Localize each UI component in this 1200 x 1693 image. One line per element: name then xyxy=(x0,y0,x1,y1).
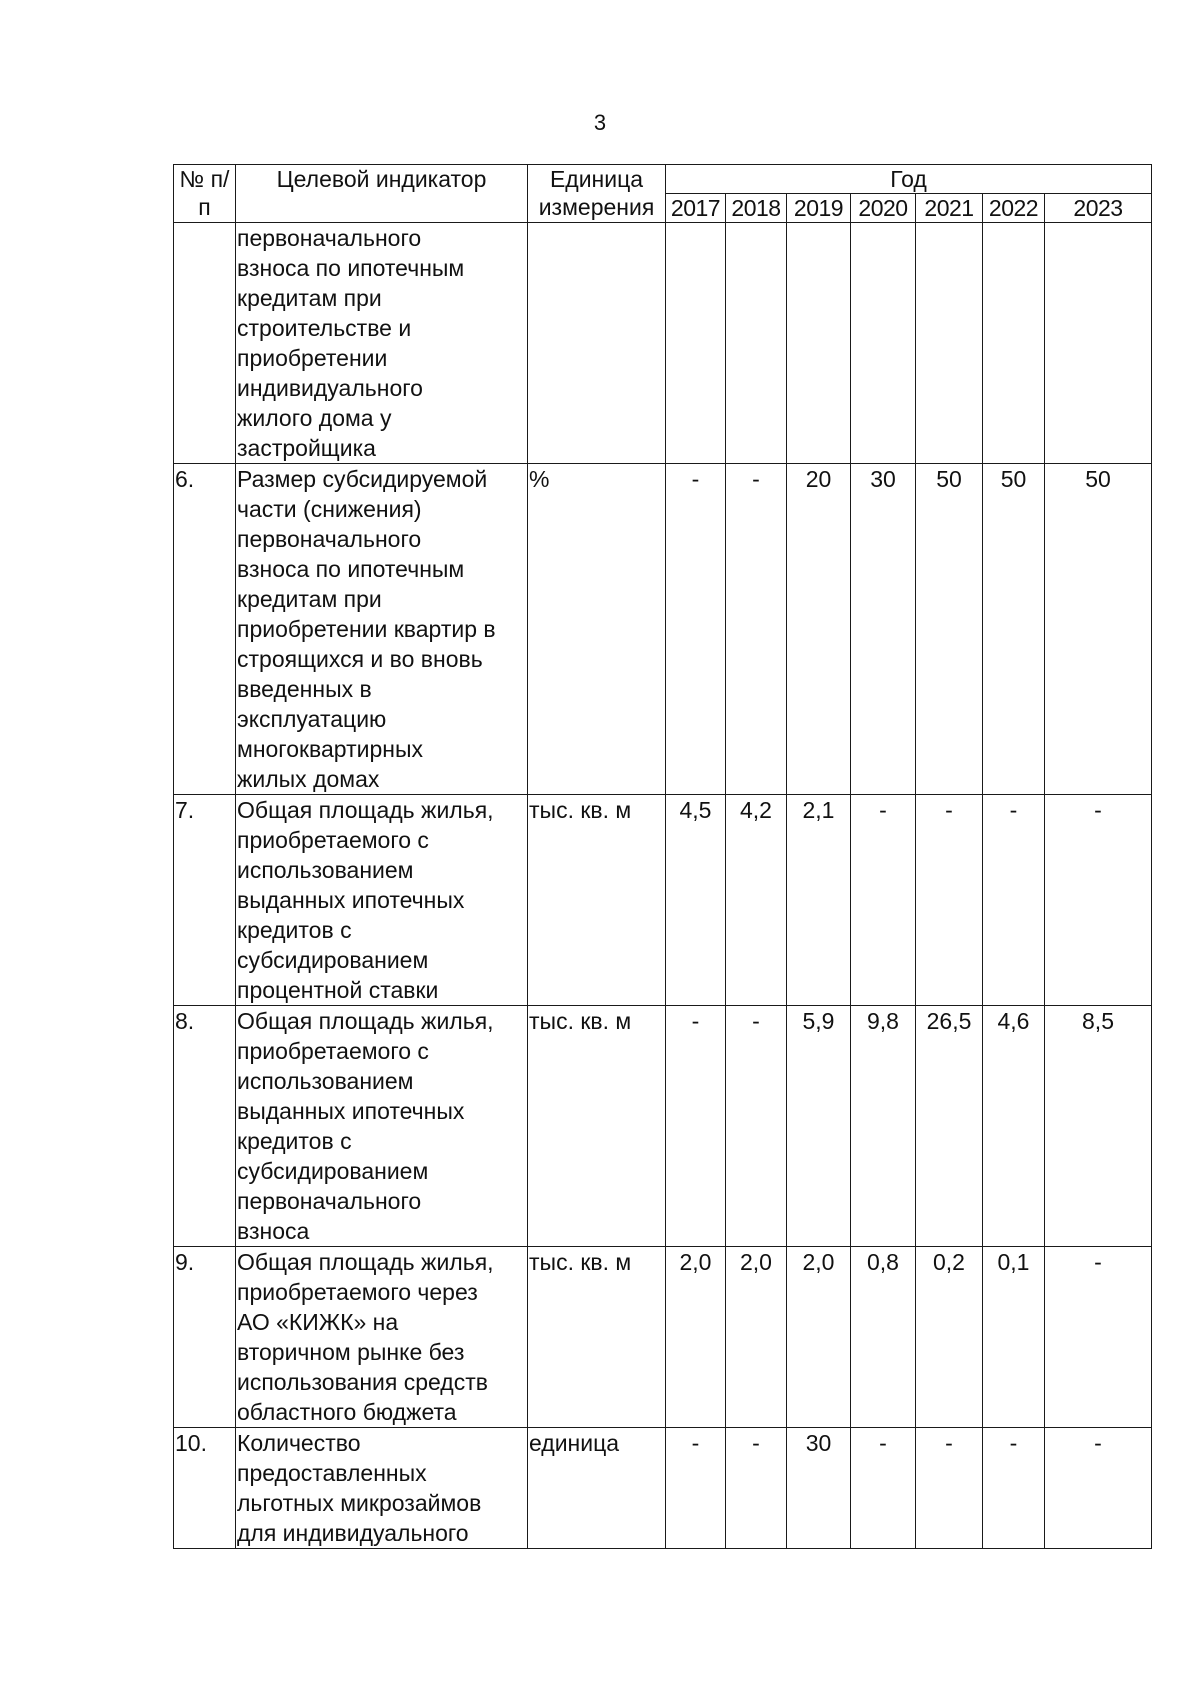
indicator-name xyxy=(236,1006,528,1247)
value-cell: - xyxy=(916,795,983,1006)
value-cell: 2,1 xyxy=(787,795,851,1006)
row-number: 6. xyxy=(174,464,236,795)
row-number xyxy=(174,223,236,464)
value-cell: 50 xyxy=(916,464,983,795)
table-row xyxy=(174,223,1152,464)
value-cell: 4,5 xyxy=(666,795,726,1006)
indicator-name-line: введенных в xyxy=(237,676,372,702)
indicator-name-line: АО «КИЖК» на xyxy=(237,1309,399,1335)
table-body xyxy=(174,223,1152,1549)
value-cell: - xyxy=(983,1428,1045,1549)
value-cell: - xyxy=(666,1428,726,1549)
unit-cell xyxy=(528,223,666,464)
indicator-name-line: Общая площадь жилья, xyxy=(237,1249,494,1275)
row-number: 9. xyxy=(174,1247,236,1428)
indicator-name-line: приобретаемого через xyxy=(237,1279,478,1305)
value-cell: - xyxy=(983,795,1045,1006)
indicator-name-line: застройщика xyxy=(237,435,376,461)
value-cell: - xyxy=(726,464,787,795)
indicator-name-line: первоначального xyxy=(237,225,422,251)
value-cell xyxy=(726,223,787,464)
unit-cell: тыс. кв. м xyxy=(528,1247,666,1428)
value-cell: 4,2 xyxy=(726,795,787,1006)
value-cell: 20 xyxy=(787,464,851,795)
table-row xyxy=(174,1247,1152,1428)
value-cell: 50 xyxy=(1045,464,1152,795)
table-header xyxy=(174,165,1152,223)
header-year-group: Год xyxy=(666,165,1152,194)
indicator-name-line: выданных ипотечных xyxy=(237,887,465,913)
header-unit: Единица измерения xyxy=(528,165,666,223)
table-row xyxy=(174,795,1152,1006)
row-number: 10. xyxy=(174,1428,236,1549)
indicator-name-line: строящихся и во вновь xyxy=(237,646,483,672)
header-year: 2020 xyxy=(851,194,916,223)
indicator-name xyxy=(236,464,528,795)
indicator-name-line: Общая площадь жилья, xyxy=(237,797,494,823)
indicator-name-line: первоначального xyxy=(237,526,422,552)
indicator-name-line: льготных микрозаймов xyxy=(237,1490,482,1516)
value-cell: - xyxy=(851,1428,916,1549)
indicator-name-line: использованием xyxy=(237,1068,414,1094)
table-row xyxy=(174,1428,1152,1549)
indicator-name-line: Общая площадь жилья, xyxy=(237,1008,494,1034)
indicator-name-line: первоначального xyxy=(237,1188,422,1214)
value-cell: - xyxy=(726,1428,787,1549)
header-year: 2017 xyxy=(666,194,726,223)
value-cell: - xyxy=(726,1006,787,1247)
header-year: 2018 xyxy=(726,194,787,223)
value-cell xyxy=(787,223,851,464)
value-cell: 4,6 xyxy=(983,1006,1045,1247)
value-cell: - xyxy=(851,795,916,1006)
indicator-name-line: части (снижения) xyxy=(237,496,422,522)
indicator-name-line: субсидированием xyxy=(237,1158,429,1184)
value-cell: - xyxy=(916,1428,983,1549)
indicator-name-line: выданных ипотечных xyxy=(237,1098,465,1124)
indicator-name-line: процентной ставки xyxy=(237,977,439,1003)
value-cell: - xyxy=(666,464,726,795)
value-cell: 5,9 xyxy=(787,1006,851,1247)
indicator-name-line: кредитов с xyxy=(237,917,352,943)
indicator-name-line: взноса xyxy=(237,1218,310,1244)
indicator-name-line: кредитов с xyxy=(237,1128,352,1154)
unit-cell: тыс. кв. м xyxy=(528,795,666,1006)
indicator-name-line: взноса по ипотечным xyxy=(237,255,465,281)
indicator-name-line: приобретаемого с xyxy=(237,1038,429,1064)
value-cell: 0,8 xyxy=(851,1247,916,1428)
indicator-name xyxy=(236,1428,528,1549)
indicator-name-line: Количество xyxy=(237,1430,361,1456)
indicator-name-line: областного бюджета xyxy=(237,1399,457,1425)
indicator-name xyxy=(236,223,528,464)
value-cell xyxy=(666,223,726,464)
indicator-name-line: кредитам при xyxy=(237,586,382,612)
value-cell: 0,2 xyxy=(916,1247,983,1428)
value-cell xyxy=(916,223,983,464)
indicator-name-line: жилых домах xyxy=(237,766,380,792)
indicator-name-line: вторичном рынке без xyxy=(237,1339,465,1365)
header-year: 2021 xyxy=(916,194,983,223)
indicator-name-line: субсидированием xyxy=(237,947,429,973)
unit-cell: % xyxy=(528,464,666,795)
indicator-name-line: предоставленных xyxy=(237,1460,427,1486)
indicator-name-line: индивидуального xyxy=(237,375,423,401)
value-cell: - xyxy=(1045,1428,1152,1549)
indicator-name-line: эксплуатацию xyxy=(237,706,387,732)
indicator-name-line: жилого дома у xyxy=(237,405,392,431)
value-cell: 0,1 xyxy=(983,1247,1045,1428)
page-number: 3 xyxy=(593,110,607,135)
indicator-name-line: кредитам при xyxy=(237,285,382,311)
value-cell: 26,5 xyxy=(916,1006,983,1247)
value-cell: 2,0 xyxy=(726,1247,787,1428)
value-cell: - xyxy=(1045,1247,1152,1428)
value-cell: 50 xyxy=(983,464,1045,795)
indicator-name-line: приобретаемого с xyxy=(237,827,429,853)
value-cell: 9,8 xyxy=(851,1006,916,1247)
indicator-name-line: использования средств xyxy=(237,1369,488,1395)
value-cell: 2,0 xyxy=(666,1247,726,1428)
indicator-name-line: многоквартирных xyxy=(237,736,423,762)
header-year: 2019 xyxy=(787,194,851,223)
table-row xyxy=(174,1006,1152,1247)
row-number: 8. xyxy=(174,1006,236,1247)
indicator-name xyxy=(236,1247,528,1428)
indicator-name-line: использованием xyxy=(237,857,414,883)
row-number: 7. xyxy=(174,795,236,1006)
indicator-name-line: для индивидуального xyxy=(237,1520,469,1546)
value-cell xyxy=(851,223,916,464)
value-cell: - xyxy=(1045,795,1152,1006)
header-num: № п/п xyxy=(174,165,236,223)
table-row xyxy=(174,464,1152,795)
indicator-name-line: приобретении xyxy=(237,345,388,371)
value-cell: 30 xyxy=(851,464,916,795)
indicators-table xyxy=(173,164,1152,1549)
unit-cell: тыс. кв. м xyxy=(528,1006,666,1247)
unit-cell: единица xyxy=(528,1428,666,1549)
header-year: 2023 xyxy=(1045,194,1152,223)
indicator-name-line: взноса по ипотечным xyxy=(237,556,465,582)
indicator-name-line: Размер субсидируемой xyxy=(237,466,488,492)
indicator-name xyxy=(236,795,528,1006)
indicator-name-line: строительстве и xyxy=(237,315,412,341)
value-cell: 2,0 xyxy=(787,1247,851,1428)
value-cell: 8,5 xyxy=(1045,1006,1152,1247)
header-year: 2022 xyxy=(983,194,1045,223)
value-cell: 30 xyxy=(787,1428,851,1549)
value-cell xyxy=(983,223,1045,464)
value-cell: - xyxy=(666,1006,726,1247)
indicator-name-line: приобретении квартир в xyxy=(237,616,496,642)
header-indicator: Целевой индикатор xyxy=(236,165,528,223)
value-cell xyxy=(1045,223,1152,464)
